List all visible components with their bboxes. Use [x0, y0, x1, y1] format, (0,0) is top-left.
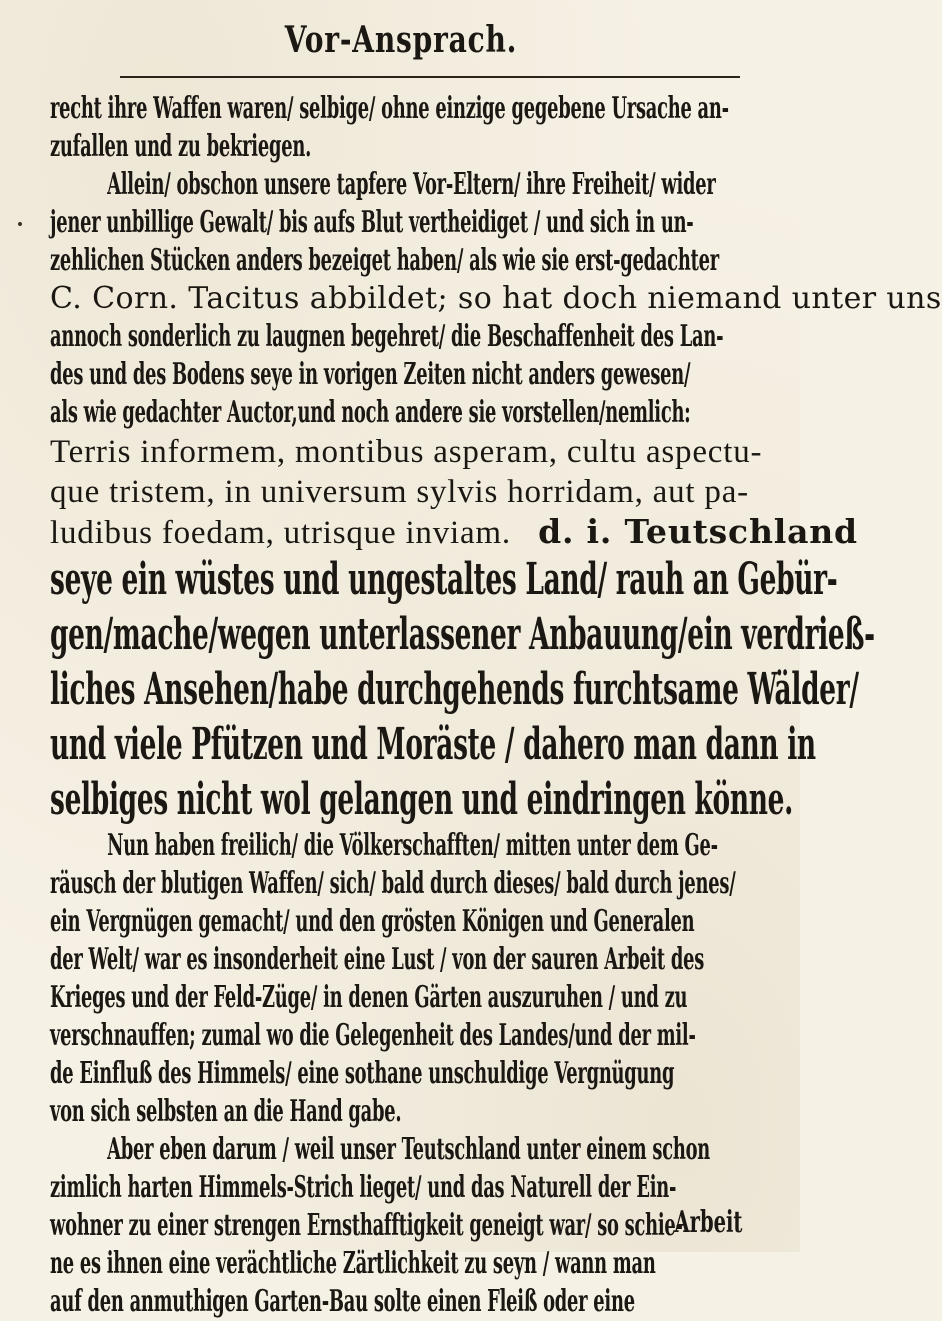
header-rule [120, 76, 740, 78]
text-line-latin-name: C. Corn. Tacitus abbildet; so hat doch niemand unter uns [50, 281, 942, 316]
paragraph-start-line: Nun haben freilich/ die Völkerschafften/ mitten unter dem Ge- [107, 828, 718, 863]
translation-line: selbiges nicht wol gelangen und eindringen könne. [50, 774, 794, 825]
paragraph-start-line: Aber eben darum / weil unser Teutschland unter einem schon [107, 1132, 711, 1167]
text-line: annoch sonderlich zu laugnen begehret/ die Beschaffenheit des Lan- [50, 319, 724, 354]
latin-quote-line: que tristem, in universum sylvis horridam, aut pa- [50, 474, 749, 510]
text-line: wohner zu einer strengen Ernsthafftigkeit geneigt war/ so schie- [50, 1208, 683, 1243]
translation-line: und viele Pfützen und Moräste / dahero man dann in [50, 719, 816, 770]
text-line: des und des Bodens seye in vorigen Zeiten nicht anders gewesen/ [50, 357, 691, 392]
body-text [50, 90, 942, 1321]
text-line: auf den anmuthigen Garten-Bau solte einen Fleiß oder eine [50, 1284, 635, 1319]
text-line: jener unbillige Gewalt/ bis aufs Blut vertheidiget / und sich in un- [50, 205, 694, 240]
translation-line: seye ein wüstes und ungestaltes Land/ rauh an Gebür- [50, 554, 838, 605]
text-line: räusch der blutigen Waffen/ sich/ bald durch dieses/ bald durch jenes/ [50, 866, 736, 901]
text-line: zehlichen Stücken anders bezeiget haben/ als wie sie erst-gedachter [50, 243, 719, 278]
text-line: zufallen und zu bekriegen. [50, 129, 312, 164]
translation-line: gen/mache/wegen unterlassener Anbauung/ein verdrieß- [50, 609, 875, 660]
text-line: recht ihre Waffen waren/ selbige/ ohne einzige gegebene Ursache an- [50, 91, 729, 126]
text-line: zimlich harten Himmels-Strich lieget/ und das Naturell der Ein- [50, 1170, 677, 1205]
ink-spot [18, 222, 22, 226]
text-line: von sich selbsten an die Hand gabe. [50, 1094, 402, 1129]
translation-lead: d. i. Teutschland [538, 512, 858, 551]
catchword: Arbeit [674, 1205, 742, 1240]
latin-quote-line: Terris informem, montibus asperam, cultu aspectu- [50, 434, 763, 470]
latin-quote-line [50, 512, 858, 552]
text-line: Krieges und der Feld-Züge/ in denen Gärten auszuruhen / und zu [50, 980, 688, 1015]
paragraph-start-line: Allein/ obschon unsere tapfere Vor-Eltern/ ihre Freiheit/ wider [107, 167, 716, 202]
text-line: ein Vergnügen gemacht/ und den grösten Königen und Generalen [50, 904, 695, 939]
text-line: de Einfluß des Himmels/ eine sothane unschuldige Vergnügung [50, 1056, 675, 1091]
translation-line: liches Ansehen/habe durchgehends furchtsame Wälder/ [50, 664, 859, 715]
text-line: der Welt/ war es insonderheit eine Lust / von der sauren Arbeit des [50, 942, 705, 977]
latin-quote-end: ludibus foedam, utrisque inviam. [50, 515, 511, 551]
text-line: als wie gedachter Auctor,und noch andere sie vorstellen/nemlich: [50, 395, 691, 430]
text-line: verschnauffen; zumal wo die Gelegenheit des Landes/und der mil- [50, 1018, 696, 1053]
running-head: Vor-Ansprach. [284, 19, 518, 61]
text-line: ne es ihnen eine verächtliche Zärtlichkeit zu seyn / wann man [50, 1246, 656, 1281]
